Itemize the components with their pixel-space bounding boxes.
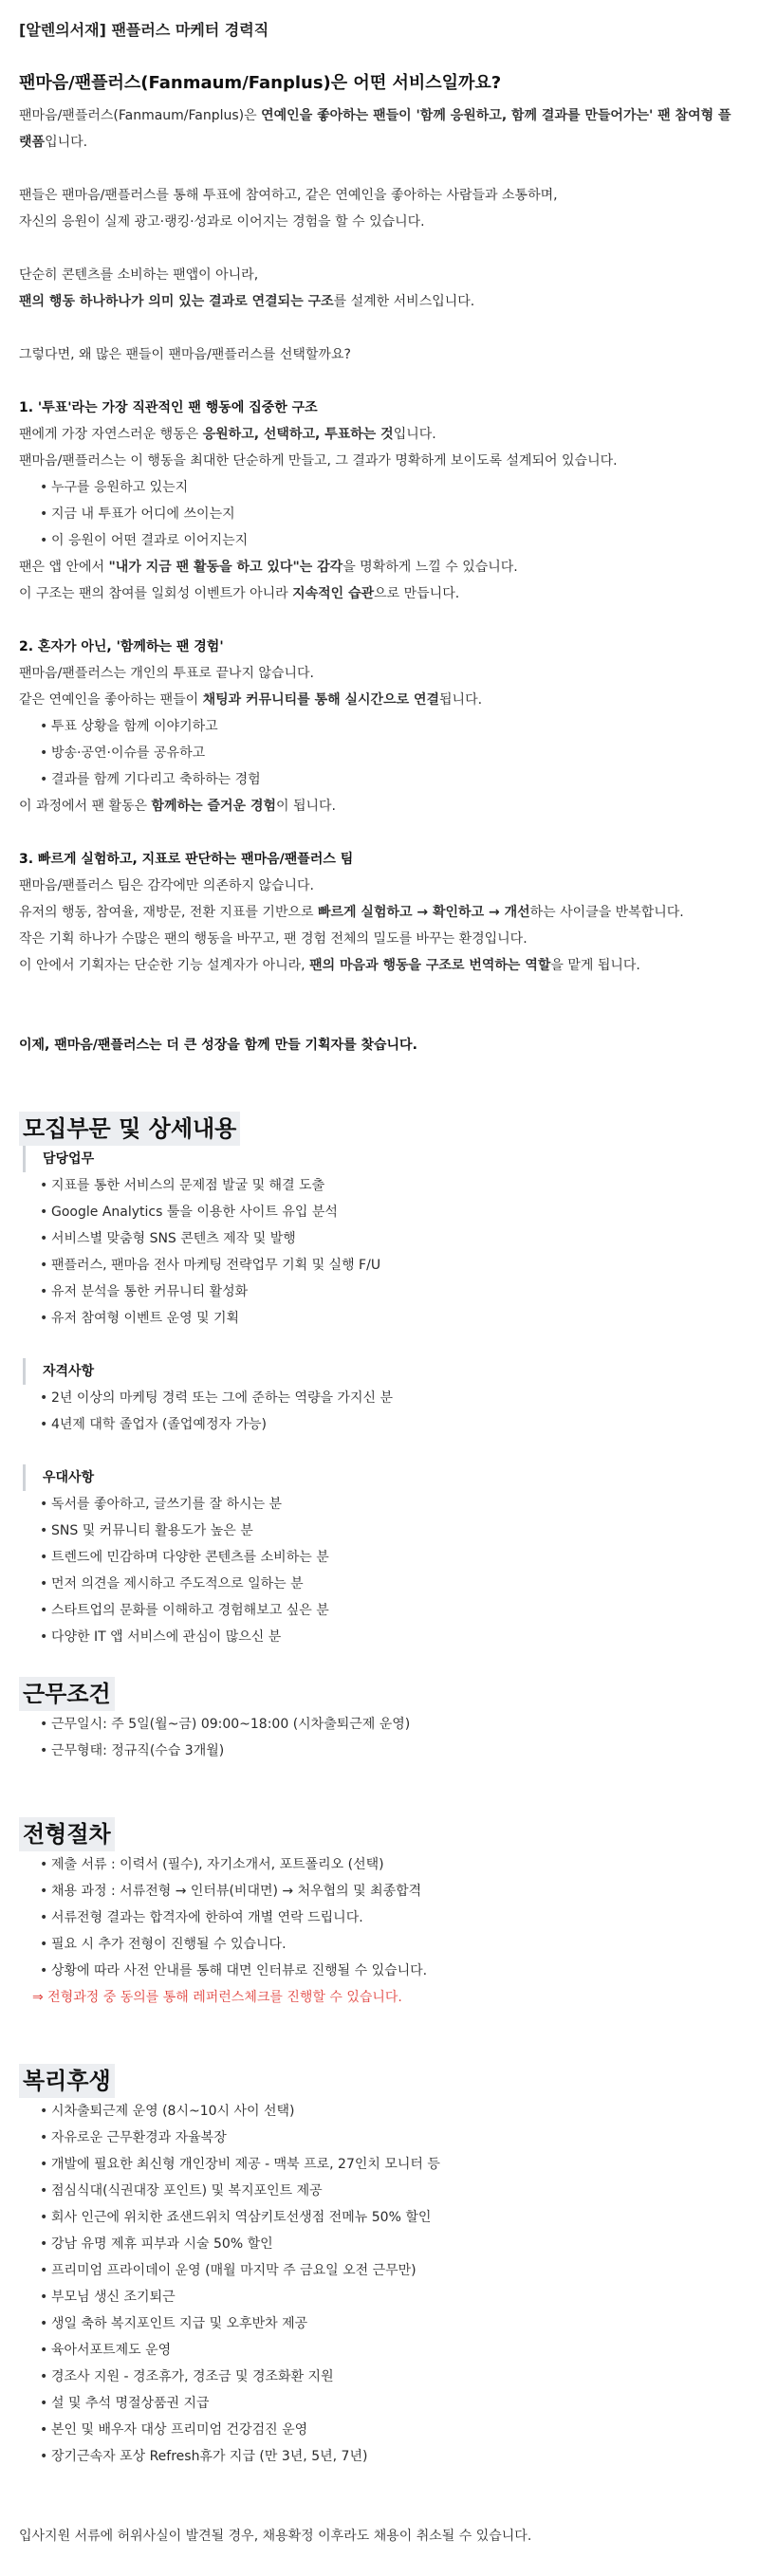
section-1-line-2: 팬마음/팬플러스는 이 행동을 최대한 단순하게 만들고, 그 결과가 명확하게 보이도록 설계되어 있습니다. bbox=[19, 453, 618, 469]
list-item: • 2년 이상의 마케팅 경력 또는 그에 준하는 역량을 가지신 분 bbox=[40, 1385, 740, 1411]
list-item: • 4년제 대학 졸업자 (졸업예정자 가능) bbox=[40, 1411, 740, 1438]
list-item: • 유저 참여형 이벤트 운영 및 기획 bbox=[40, 1305, 740, 1332]
conditions-list bbox=[19, 1711, 740, 1764]
intro-paragraph-1: 팬마음/팬플러스(Fanmaum/Fanplus)은 연예인을 좋아하는 팬들이 '함께 응원하고, 함께 결과를 만들어가는' 팬 참여형 플랫폼입니다. bbox=[19, 108, 731, 150]
duties-heading: 담당업무 bbox=[23, 1146, 740, 1172]
list-item: • 트렌드에 민감하며 다양한 콘텐츠를 소비하는 분 bbox=[40, 1544, 740, 1571]
list-item: • 장기근속자 포상 Refresh휴가 지급 (만 3년, 5년, 7년) bbox=[40, 2443, 740, 2470]
list-item: • 근무일시: 주 5일(월~금) 09:00~18:00 (시차출퇴근제 운영) bbox=[40, 1711, 740, 1738]
benefits-heading: 복리후생 bbox=[19, 2064, 115, 2098]
qualifications-list bbox=[19, 1385, 740, 1438]
footer-note: 입사지원 서류에 허위사실이 발견될 경우, 채용확정 이후라도 채용이 취소될 수 있습니다. bbox=[19, 2529, 532, 2544]
recruit-heading: 모집부문 및 상세내용 bbox=[19, 1112, 240, 1146]
process-section bbox=[19, 1817, 740, 2011]
list-item: • 채용 과정 : 서류전형 → 인터뷰(비대면) → 처우협의 및 최종합격 bbox=[40, 1878, 740, 1904]
list-item: • 시차출퇴근제 운영 (8시~10시 사이 선택) bbox=[40, 2098, 740, 2125]
list-item: • 제출 서류 : 이력서 (필수), 자기소개서, 포트폴리오 (선택) bbox=[40, 1851, 740, 1878]
list-item: • 근무형태: 정규직(수습 3개월) bbox=[40, 1738, 740, 1764]
list-item: • 필요 시 추가 전형이 진행될 수 있습니다. bbox=[40, 1931, 740, 1958]
process-heading: 전형절차 bbox=[19, 1817, 115, 1851]
section-1-line-4: 이 구조는 팬의 참여를 일회성 이벤트가 아니라 지속적인 습관으로 만듭니다. bbox=[19, 586, 460, 601]
section-3-line-4: 이 안에서 기획자는 단순한 기능 설계자가 아니라, 팬의 마음과 행동을 구조로 번역하는 역할을 맡게 됩니다. bbox=[19, 958, 640, 973]
section-3-heading: 3. 빠르게 실험하고, 지표로 판단하는 팬마음/팬플러스 팀 bbox=[19, 852, 354, 867]
list-item: • 개발에 필요한 최신형 개인장비 제공 - 맥북 프로, 27인치 모니터 등 bbox=[40, 2151, 740, 2178]
list-item: • SNS 및 커뮤니티 활용도가 높은 분 bbox=[40, 1518, 740, 1544]
list-item: • 점심식대(식권대장 포인트) 및 복지포인트 제공 bbox=[40, 2178, 740, 2204]
list-item: • 지금 내 투표가 어디에 쓰이는지 bbox=[40, 501, 740, 527]
list-item: • 유저 분석을 통한 커뮤니티 활성화 bbox=[40, 1279, 740, 1305]
section-1-line-1: 팬에게 가장 자연스러운 행동은 응원하고, 선택하고, 투표하는 것입니다. bbox=[19, 427, 436, 442]
closing-statement: 이제, 팬마음/팬플러스는 더 큰 성장을 함께 만들 기획자를 찾습니다. bbox=[19, 1038, 417, 1053]
page-title: [알렌의서재] 팬플러스 마케터 경력직 bbox=[19, 21, 269, 39]
list-item: • 누구를 응원하고 있는지 bbox=[40, 474, 740, 501]
qualifications-heading: 자격사항 bbox=[23, 1358, 740, 1385]
list-item: • 결과를 함께 기다리고 축하하는 경험 bbox=[40, 766, 740, 793]
section-2-line-3: 이 과정에서 팬 활동은 함께하는 즐거운 경험이 됩니다. bbox=[19, 799, 336, 814]
list-item: • Google Analytics 툴을 이용한 사이트 유입 분석 bbox=[40, 1199, 740, 1225]
list-item: • 다양한 IT 앱 서비스에 관심이 많으신 분 bbox=[40, 1624, 740, 1650]
section-2-heading: 2. 혼자가 아닌, '함께하는 팬 경험' bbox=[19, 639, 224, 654]
section-3-line-2: 유저의 행동, 참여율, 재방문, 전환 지표를 기반으로 빠르게 실험하고 → 확인하고 → 개선하는 사이클을 반복합니다. bbox=[19, 905, 684, 920]
list-item: • 팬플러스, 팬마음 전사 마케팅 전략업무 기획 및 실행 F/U bbox=[40, 1252, 740, 1279]
list-item: • 부모님 생신 조기퇴근 bbox=[40, 2284, 740, 2310]
list-item: • 방송·공연·이슈를 공유하고 bbox=[40, 740, 740, 766]
list-item: • 이 응원이 어떤 결과로 이어지는지 bbox=[40, 527, 740, 554]
list-item: • 서비스별 맞춤형 SNS 콘텐츠 제작 및 발행 bbox=[40, 1225, 740, 1252]
list-item: • 독서를 좋아하고, 글쓰기를 잘 하시는 분 bbox=[40, 1491, 740, 1518]
list-item: • 서류전형 결과는 합격자에 한하여 개별 연락 드립니다. bbox=[40, 1904, 740, 1931]
list-item: • 자유로운 근무환경과 자율복장 bbox=[40, 2125, 740, 2151]
section-1-list bbox=[19, 474, 740, 554]
section-3-line-1: 팬마음/팬플러스 팀은 감각에만 의존하지 않습니다. bbox=[19, 878, 314, 893]
list-item: • 회사 인근에 위치한 죠샌드위치 역삼키토선생점 전메뉴 50% 할인 bbox=[40, 2204, 740, 2231]
preferences-heading: 우대사항 bbox=[23, 1464, 740, 1491]
intro-highlight: 연예인을 좋아하는 팬들이 '함께 응원하고, 함께 결과를 만들어가는' 팬 참여형 플랫폼 bbox=[19, 108, 731, 150]
section-3-line-3: 작은 기획 하나가 수많은 팬의 행동을 바꾸고, 팬 경험 전체의 밀도를 바꾸는 환경입니다. bbox=[19, 931, 528, 947]
duties-list bbox=[19, 1172, 740, 1332]
process-list bbox=[19, 1851, 740, 1984]
section-2-line-2: 같은 연예인을 좋아하는 팬들이 채팅과 커뮤니티를 통해 실시간으로 연결됩니다. bbox=[19, 692, 483, 708]
intro-paragraph-2: 팬들은 팬마음/팬플러스를 통해 투표에 참여하고, 같은 연예인을 좋아하는 사람들과 소통하며, 자신의 응원이 실제 광고·랭킹·성과로 이어지는 경험을 할 수 있습니다. bbox=[19, 188, 558, 230]
benefits-section bbox=[19, 2064, 740, 2470]
list-item: • 프리미엄 프라이데이 운영 (매월 마지막 주 금요일 오전 근무만) bbox=[40, 2257, 740, 2284]
list-item: • 지표를 통한 서비스의 문제점 발굴 및 해결 도출 bbox=[40, 1172, 740, 1199]
intro-heading: 팬마음/팬플러스(Fanmaum/Fanplus)은 어떤 서비스일까요? bbox=[19, 73, 502, 93]
recruit-section bbox=[19, 1112, 740, 1650]
section-1-heading: 1. '투표'라는 가장 직관적인 팬 행동에 집중한 구조 bbox=[19, 400, 318, 415]
benefits-list bbox=[19, 2098, 740, 2470]
list-item: • 경조사 지원 - 경조휴가, 경조금 및 경조화환 지원 bbox=[40, 2364, 740, 2390]
section-2-line-1: 팬마음/팬플러스는 개인의 투표로 끝나지 않습니다. bbox=[19, 666, 314, 681]
list-item: • 먼저 의견을 제시하고 주도적으로 일하는 분 bbox=[40, 1571, 740, 1597]
section-1-line-3: 팬은 앱 안에서 "내가 지금 팬 활동을 하고 있다"는 감각을 명확하게 느낄 수 있습니다. bbox=[19, 560, 518, 575]
list-item: • 생일 축하 복지포인트 지급 및 오후반차 제공 bbox=[40, 2310, 740, 2337]
list-item: • 스타트업의 문화를 이해하고 경험해보고 싶은 분 bbox=[40, 1597, 740, 1624]
list-item: • 강남 유명 제휴 피부과 시술 50% 할인 bbox=[40, 2231, 740, 2257]
reference-check-note: ⇒ 전형과정 중 동의를 통해 레퍼런스체크를 진행할 수 있습니다. bbox=[32, 1990, 402, 2005]
list-item: • 육아서포트제도 운영 bbox=[40, 2337, 740, 2364]
conditions-heading: 근무조건 bbox=[19, 1677, 115, 1711]
preferences-list bbox=[19, 1491, 740, 1650]
list-item: • 상황에 따라 사전 안내를 통해 대면 인터뷰로 진행될 수 있습니다. bbox=[40, 1958, 740, 1984]
list-item: • 투표 상황을 함께 이야기하고 bbox=[40, 713, 740, 740]
conditions-section bbox=[19, 1677, 740, 1764]
section-2-list bbox=[19, 713, 740, 793]
list-item: • 설 및 추석 명절상품권 지급 bbox=[40, 2390, 740, 2417]
list-item: • 본인 및 배우자 대상 프리미엄 건강검진 운영 bbox=[40, 2417, 740, 2443]
intro-question: 그렇다면, 왜 많은 팬들이 팬마음/팬플러스를 선택할까요? bbox=[19, 347, 351, 362]
intro-paragraph-3: 단순히 콘텐츠를 소비하는 팬앱이 아니라, 팬의 행동 하나하나가 의미 있는 결과로 연결되는 구조를 설계한 서비스입니다. bbox=[19, 267, 475, 309]
